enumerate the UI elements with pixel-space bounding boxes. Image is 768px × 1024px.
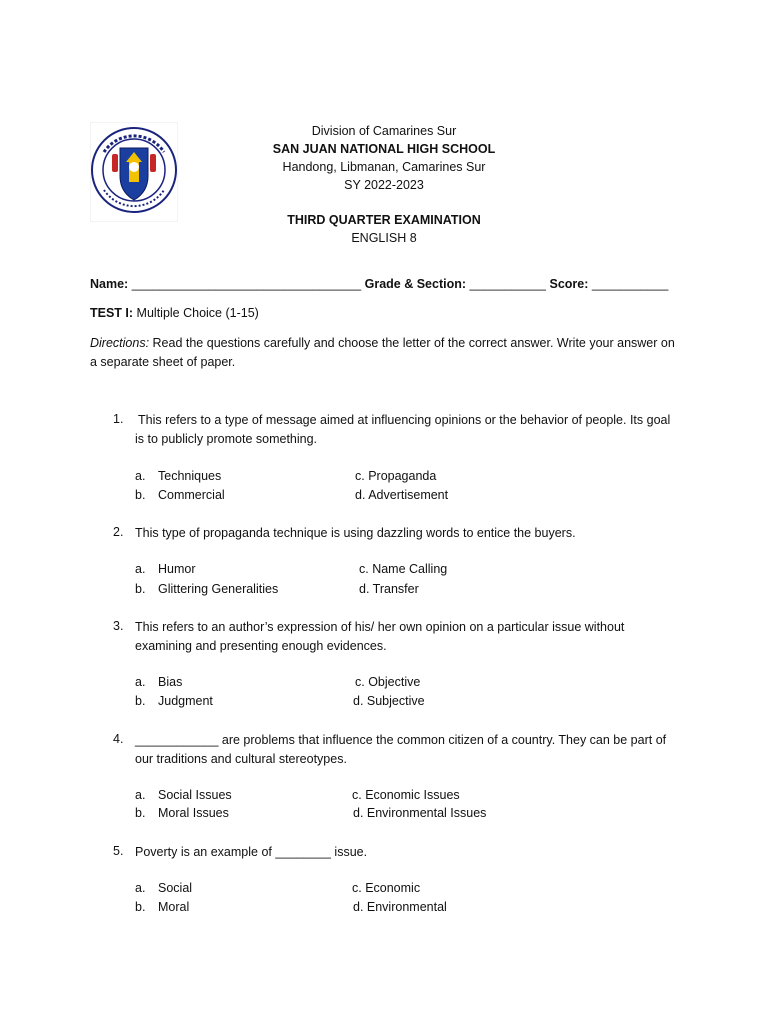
school-name: SAN JUAN NATIONAL HIGH SCHOOL xyxy=(272,142,496,156)
q3-option-a-letter: a. xyxy=(135,675,146,689)
q2-option-c: c. Name Calling xyxy=(359,562,448,576)
q3-option-d: d. Subjective xyxy=(353,694,425,708)
q4-option-a-letter: a. xyxy=(135,788,146,802)
question-4-text: ____________ are problems that influence the common citizen of a country. They can be part of our traditions and cultural stereotypes. xyxy=(135,733,667,766)
question-3-text: This refers to an author’s expression of his/ her own opinion on a particular issue without examining and presenting enough evidences. xyxy=(135,620,625,653)
q1-option-a: Techniques xyxy=(158,469,222,483)
q5-option-b-letter: b. xyxy=(135,900,146,914)
q1-option-d: d. Advertisement xyxy=(355,488,449,502)
q4-option-b: Moral Issues xyxy=(158,806,229,820)
q2-option-b: Glittering Generalities xyxy=(158,582,279,596)
school-year: SY 2022-2023 xyxy=(344,178,424,192)
question-2-text: This type of propaganda technique is using dazzling words to entice the buyers. xyxy=(135,526,576,540)
q4-option-d: d. Environmental Issues xyxy=(353,806,487,820)
q1-option-b: Commercial xyxy=(158,488,225,502)
question-5-text: Poverty is an example of ________ issue. xyxy=(135,845,368,859)
q5-option-d: d. Environmental xyxy=(353,900,447,914)
q2-option-a-letter: a. xyxy=(135,562,146,576)
q1-option-b-letter: b. xyxy=(135,488,146,502)
test-label: TEST I: xyxy=(90,306,134,320)
question-1-text: This refers to a type of message aimed at influencing opinions or the behavior of people. Its goal is to publicly promote something. xyxy=(135,413,671,446)
question-2-number: 2. xyxy=(113,525,124,539)
test-heading xyxy=(90,306,259,320)
q4-option-c: c. Economic Issues xyxy=(352,788,460,802)
grade-section-field[interactable]: ___________ xyxy=(469,277,546,291)
subject-line: ENGLISH 8 xyxy=(351,231,417,245)
q2-option-d: d. Transfer xyxy=(359,582,419,596)
q5-option-c: c. Economic xyxy=(352,881,421,895)
q2-option-b-letter: b. xyxy=(135,582,146,596)
q1-option-a-letter: a. xyxy=(135,469,146,483)
directions-label: Directions: xyxy=(90,336,150,350)
division-line: Division of Camarines Sur xyxy=(311,124,457,138)
q5-option-b: Moral xyxy=(158,900,190,914)
q5-option-a: Social xyxy=(158,881,193,895)
q2-option-a: Humor xyxy=(158,562,196,576)
name-label: Name: xyxy=(90,277,129,291)
q3-option-b-letter: b. xyxy=(135,694,146,708)
question-5-number: 5. xyxy=(113,844,124,858)
q4-option-a: Social Issues xyxy=(158,788,232,802)
grade-section-label: Grade & Section: xyxy=(364,277,467,291)
q3-option-b: Judgment xyxy=(158,694,213,708)
test-title: Multiple Choice (1-15) xyxy=(136,306,259,320)
question-4-number: 4. xyxy=(113,732,124,746)
directions xyxy=(90,334,680,372)
student-info-line xyxy=(90,277,668,291)
q3-option-a: Bias xyxy=(158,675,183,689)
q3-option-c: c. Objective xyxy=(355,675,421,689)
exam-title: THIRD QUARTER EXAMINATION xyxy=(287,213,481,227)
q4-option-b-letter: b. xyxy=(135,806,146,820)
school-address: Handong, Libmanan, Camarines Sur xyxy=(282,160,486,174)
question-1-number: 1. xyxy=(113,412,124,426)
score-field[interactable]: ___________ xyxy=(591,277,669,291)
score-label: Score: xyxy=(549,277,589,291)
q1-option-c: c. Propaganda xyxy=(355,469,437,483)
q5-option-a-letter: a. xyxy=(135,881,146,895)
name-field[interactable]: _________________________________ xyxy=(131,277,362,291)
question-3-number: 3. xyxy=(113,619,124,633)
directions-text: Read the questions carefully and choose the letter of the correct answer. Write your answer on a separate sheet of paper. xyxy=(90,336,675,369)
